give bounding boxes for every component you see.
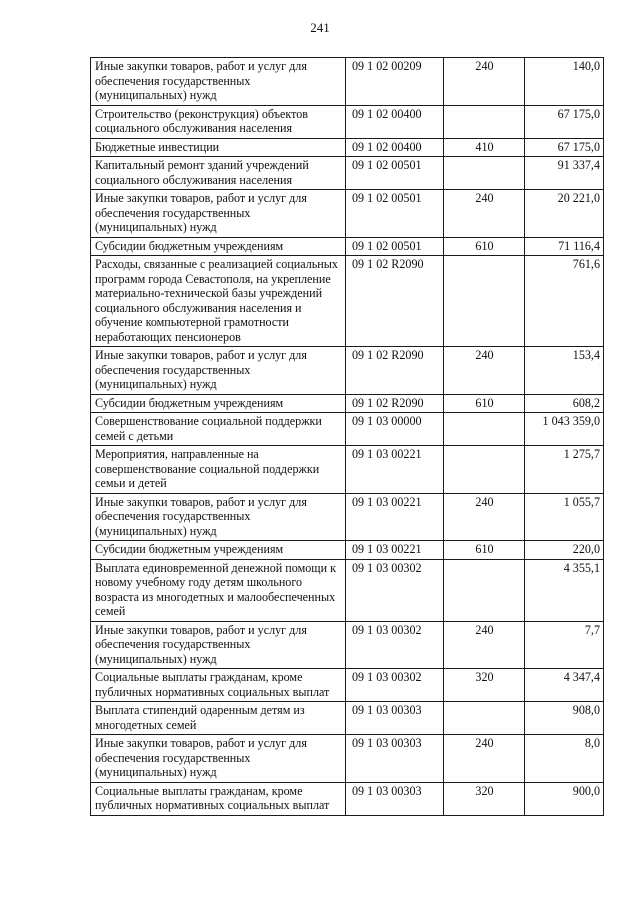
- row-name-cell: Выплата стипендий одаренным детям из многодетных семей: [91, 702, 346, 735]
- table-row: [91, 541, 604, 560]
- row-name-cell: Субсидии бюджетным учреждениям: [91, 541, 346, 560]
- row-code-cell: 09 1 03 00302: [346, 621, 444, 669]
- row-name-cell: Субсидии бюджетным учреждениям: [91, 394, 346, 413]
- row-type-cell: [444, 559, 525, 621]
- row-type-cell: 320: [444, 782, 525, 815]
- row-type-cell: [444, 105, 525, 138]
- row-type-cell: 240: [444, 735, 525, 783]
- row-code-cell: 09 1 02 00501: [346, 157, 444, 190]
- row-type-cell: [444, 157, 525, 190]
- row-code-cell: 09 1 03 00221: [346, 541, 444, 560]
- row-code-cell: 09 1 03 00303: [346, 702, 444, 735]
- table-row: [91, 413, 604, 446]
- row-name-cell: Совершенствование социальной поддержки семей с детьми: [91, 413, 346, 446]
- row-sum-cell: 1 043 359,0: [525, 413, 604, 446]
- table-row: [91, 735, 604, 783]
- row-name-cell: Бюджетные инвестиции: [91, 138, 346, 157]
- row-sum-cell: 140,0: [525, 58, 604, 106]
- row-sum-cell: 71 116,4: [525, 237, 604, 256]
- row-name-cell: Социальные выплаты гражданам, кроме публичных нормативных социальных выплат: [91, 782, 346, 815]
- row-sum-cell: 908,0: [525, 702, 604, 735]
- row-type-cell: 240: [444, 58, 525, 106]
- row-code-cell: 09 1 03 00302: [346, 669, 444, 702]
- table-row: [91, 190, 604, 238]
- row-name-cell: Иные закупки товаров, работ и услуг для обеспечения государственных (муниципальных) нужд: [91, 493, 346, 541]
- row-type-cell: [444, 702, 525, 735]
- row-code-cell: 09 1 03 00000: [346, 413, 444, 446]
- row-sum-cell: 91 337,4: [525, 157, 604, 190]
- table-row: [91, 58, 604, 106]
- row-code-cell: 09 1 03 00221: [346, 493, 444, 541]
- row-type-cell: [444, 413, 525, 446]
- row-sum-cell: 4 347,4: [525, 669, 604, 702]
- row-type-cell: 610: [444, 237, 525, 256]
- row-sum-cell: 67 175,0: [525, 105, 604, 138]
- row-code-cell: 09 1 03 00221: [346, 446, 444, 494]
- row-name-cell: Иные закупки товаров, работ и услуг для обеспечения государственных (муниципальных) нужд: [91, 735, 346, 783]
- row-sum-cell: 153,4: [525, 347, 604, 395]
- row-sum-cell: 608,2: [525, 394, 604, 413]
- table-row: [91, 347, 604, 395]
- table-row: [91, 559, 604, 621]
- row-code-cell: 09 1 02 R2090: [346, 256, 444, 347]
- table-row: [91, 105, 604, 138]
- row-type-cell: 240: [444, 621, 525, 669]
- budget-table: [90, 57, 604, 816]
- row-sum-cell: 67 175,0: [525, 138, 604, 157]
- table-row: [91, 493, 604, 541]
- table-row: [91, 138, 604, 157]
- row-sum-cell: 220,0: [525, 541, 604, 560]
- row-type-cell: 240: [444, 190, 525, 238]
- row-sum-cell: 8,0: [525, 735, 604, 783]
- table-row: [91, 782, 604, 815]
- row-name-cell: Капитальный ремонт зданий учреждений социального обслуживания населения: [91, 157, 346, 190]
- row-sum-cell: 7,7: [525, 621, 604, 669]
- table-row: [91, 446, 604, 494]
- table-body: [91, 58, 604, 816]
- row-sum-cell: 1 055,7: [525, 493, 604, 541]
- row-name-cell: Иные закупки товаров, работ и услуг для обеспечения государственных (муниципальных) нужд: [91, 190, 346, 238]
- row-sum-cell: 20 221,0: [525, 190, 604, 238]
- row-code-cell: 09 1 02 R2090: [346, 394, 444, 413]
- row-type-cell: [444, 256, 525, 347]
- row-name-cell: Мероприятия, направленные на совершенствование социальной поддержки семьи и детей: [91, 446, 346, 494]
- row-code-cell: 09 1 03 00303: [346, 735, 444, 783]
- table-row: [91, 669, 604, 702]
- table-row: [91, 394, 604, 413]
- row-name-cell: Социальные выплаты гражданам, кроме публичных нормативных социальных выплат: [91, 669, 346, 702]
- row-type-cell: 410: [444, 138, 525, 157]
- row-code-cell: 09 1 02 R2090: [346, 347, 444, 395]
- row-type-cell: 240: [444, 347, 525, 395]
- page-number: 241: [310, 20, 330, 35]
- table-row: [91, 237, 604, 256]
- row-code-cell: 09 1 02 00209: [346, 58, 444, 106]
- row-name-cell: Иные закупки товаров, работ и услуг для обеспечения государственных (муниципальных) нужд: [91, 347, 346, 395]
- row-name-cell: Расходы, связанные с реализацией социальных программ города Севастополя, на укрепление материально-технической базы учреждений социального обслуживания населения и обучение компьютерной грамотности неработающих пенсионеров: [91, 256, 346, 347]
- row-type-cell: 610: [444, 394, 525, 413]
- table-row: [91, 256, 604, 347]
- row-code-cell: 09 1 03 00303: [346, 782, 444, 815]
- row-type-cell: 610: [444, 541, 525, 560]
- row-code-cell: 09 1 02 00501: [346, 190, 444, 238]
- row-code-cell: 09 1 03 00302: [346, 559, 444, 621]
- row-type-cell: 320: [444, 669, 525, 702]
- row-name-cell: Иные закупки товаров, работ и услуг для обеспечения государственных (муниципальных) нужд: [91, 621, 346, 669]
- row-type-cell: [444, 446, 525, 494]
- row-sum-cell: 900,0: [525, 782, 604, 815]
- row-code-cell: 09 1 02 00501: [346, 237, 444, 256]
- row-name-cell: Иные закупки товаров, работ и услуг для обеспечения государственных (муниципальных) нужд: [91, 58, 346, 106]
- row-code-cell: 09 1 02 00400: [346, 138, 444, 157]
- row-type-cell: 240: [444, 493, 525, 541]
- row-code-cell: 09 1 02 00400: [346, 105, 444, 138]
- table-row: [91, 621, 604, 669]
- row-sum-cell: 1 275,7: [525, 446, 604, 494]
- table-row: [91, 157, 604, 190]
- row-name-cell: Субсидии бюджетным учреждениям: [91, 237, 346, 256]
- row-sum-cell: 761,6: [525, 256, 604, 347]
- row-sum-cell: 4 355,1: [525, 559, 604, 621]
- row-name-cell: Строительство (реконструкция) объектов социального обслуживания населения: [91, 105, 346, 138]
- table-row: [91, 702, 604, 735]
- row-name-cell: Выплата единовременной денежной помощи к новому учебному году детям школьного возраста из многодетных и малообеспеченных семей: [91, 559, 346, 621]
